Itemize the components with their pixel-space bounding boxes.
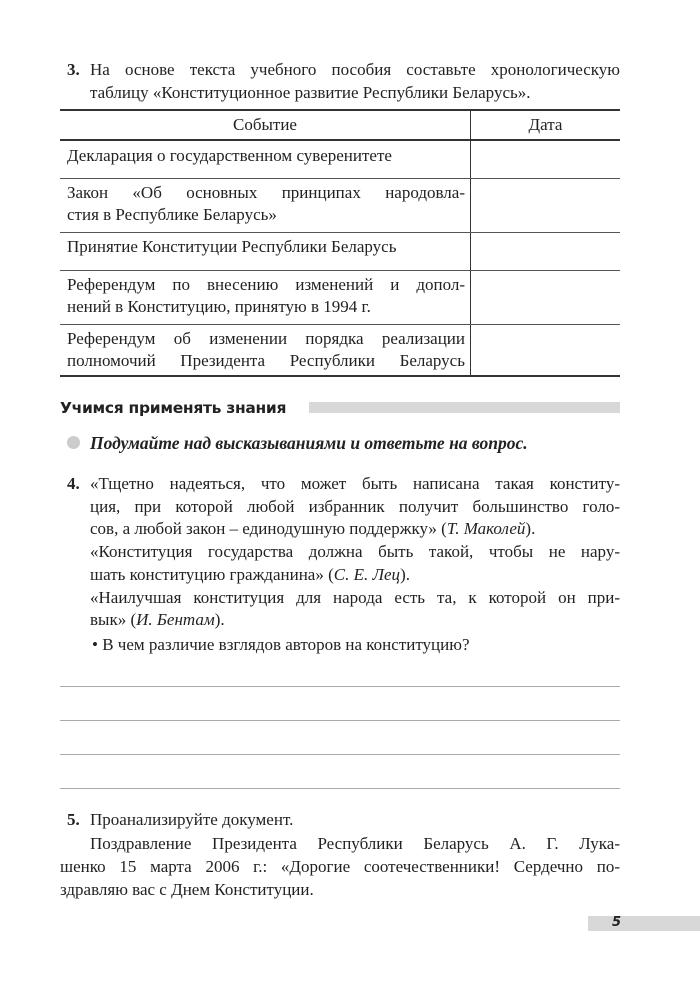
document-text: Поздравление Президента Республики Беларусь А. Г. Лука- (90, 834, 620, 853)
quote-line (90, 518, 535, 540)
answer-line[interactable] (60, 754, 620, 755)
table-rule (60, 109, 620, 111)
event-text: Референдум об изменении порядка реализации (67, 329, 465, 348)
quote-line (90, 564, 410, 586)
event-text: стия в Республике Беларусь» (67, 205, 277, 224)
quote-author: Т. Маколей (446, 519, 526, 538)
document-text: здравляю вас с Днем Конституции. (60, 880, 314, 899)
quote-text: вык» ( (90, 610, 137, 629)
task-4-number: 4. (67, 474, 80, 493)
event-text: Декларация о государственном суверенитете (67, 146, 392, 165)
task-4-question: • В чем различие взглядов авторов на конституцию? (92, 635, 470, 654)
quote-author: И. Бентам (136, 610, 215, 629)
table-rule (60, 270, 620, 271)
event-text: нений в Конституцию, принятую в 1994 г. (67, 297, 371, 316)
quote-author: С. Е. Лец (333, 565, 401, 584)
table-column-divider (470, 110, 471, 376)
table-row (67, 236, 465, 258)
answer-line[interactable] (60, 788, 620, 789)
quote-line: «Тщетно надеяться, что может быть написана такая конститу- (90, 474, 620, 493)
page-number: 5 (612, 915, 622, 930)
header-event: Событие (233, 115, 297, 134)
table-row (67, 328, 465, 372)
quote-line: ция, при которой любой избранник получит большинство голо- (90, 497, 620, 516)
table-rule (60, 324, 620, 325)
table-rule (60, 232, 620, 233)
table-rule (60, 375, 620, 377)
task-5-number: 5. (67, 810, 80, 829)
task-3-text: На основе текста учебного пособия составьте хронологическую (90, 60, 620, 79)
answer-line[interactable] (60, 720, 620, 721)
bullet-circle-icon (67, 436, 80, 449)
table-rule (60, 139, 620, 141)
quote-text: шать конституцию гражданина» ( (90, 565, 334, 584)
table-rule (60, 178, 620, 179)
document-text: шенко 15 марта 2006 г.: «Дорогие соотечественники! Сердечно по- (60, 857, 620, 876)
answer-line[interactable] (60, 686, 620, 687)
heading-bar (309, 402, 620, 413)
header-date: Дата (528, 115, 563, 134)
task-5-title: Проанализируйте документ. (90, 810, 294, 829)
quote-line: «Наилучшая конституция для народа есть та, к которой он при- (90, 588, 620, 607)
quote-text: ). (214, 610, 225, 629)
table-row (67, 182, 465, 226)
quote-line (90, 609, 225, 631)
quote-text: ). (400, 565, 410, 584)
section-instruction: Подумайте над высказываниями и ответьте на вопрос. (90, 433, 528, 453)
quote-text: ). (525, 519, 536, 538)
table-row (67, 145, 465, 167)
quote-line: «Конституция государства должна быть такой, чтобы не нару- (90, 542, 620, 561)
task-3-text: таблицу «Конституционное развитие Республики Беларусь». (90, 83, 531, 102)
event-text: Референдум по внесению изменений и допол- (67, 275, 465, 294)
table-row (67, 274, 465, 318)
event-text: полномочий Президента Республики Беларусь (67, 351, 465, 370)
section-heading: Учимся применять знания (60, 399, 287, 417)
task-3-number: 3. (67, 60, 80, 79)
quote-text: сов, а любой закон – единодушную поддержку» ( (90, 519, 447, 538)
event-text: Закон «Об основных принципах народовла- (67, 183, 465, 202)
event-text: Принятие Конституции Республики Беларусь (67, 237, 397, 256)
page-number-bar (588, 916, 700, 931)
